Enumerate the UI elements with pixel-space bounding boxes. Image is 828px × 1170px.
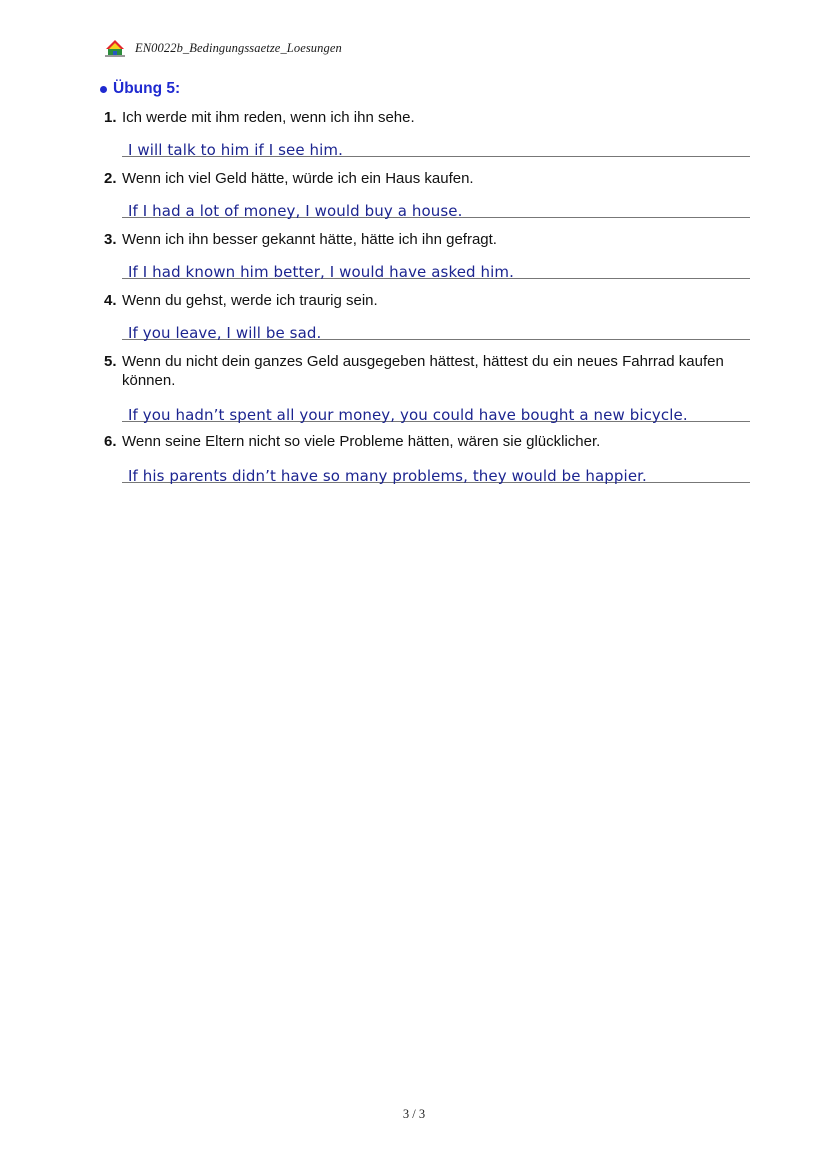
item-answer: If you leave, I will be sad. [128, 324, 322, 342]
exercise-item-4 [104, 291, 750, 342]
answer-line [122, 195, 750, 218]
exercise-item-2 [104, 169, 750, 220]
answer-line [122, 256, 750, 279]
exercise-item-1 [104, 108, 750, 159]
item-answer: If you hadn’t spent all your money, you could have bought a new bicycle. [128, 406, 688, 424]
exercise-heading [100, 80, 180, 98]
item-prompt [104, 291, 750, 310]
item-prompt [104, 108, 750, 127]
item-prompt-text: Wenn du nicht dein ganzes Geld ausgegeben hättest, hättest du ein neues Fahrrad kaufen können. [122, 353, 724, 389]
item-prompt [104, 352, 750, 390]
answer-line [122, 134, 750, 157]
item-answer: If I had a lot of money, I would buy a house. [128, 202, 463, 220]
page-number: 3 / 3 [402, 1107, 426, 1121]
item-number: 3. [104, 231, 117, 248]
item-prompt-text: Ich werde mit ihm reden, wenn ich ihn sehe. [122, 109, 415, 126]
item-prompt-text: Wenn du gehst, werde ich traurig sein. [122, 292, 378, 309]
item-answer: If I had known him better, I would have asked him. [128, 263, 514, 281]
bullet-icon [100, 86, 107, 93]
document-filename: EN0022b_Bedingungssaetze_Loesungen [135, 40, 342, 55]
item-prompt-text: Wenn seine Eltern nicht so viele Probleme hätten, wären sie glücklicher. [122, 433, 601, 450]
document-header [104, 37, 342, 59]
exercise-item-6 [104, 432, 750, 485]
item-prompt [104, 169, 750, 188]
item-number: 4. [104, 292, 117, 309]
answer-line [122, 460, 750, 483]
item-prompt-text: Wenn ich ihn besser gekannt hätte, hätte ich ihn gefragt. [122, 231, 497, 248]
exercise-item-5 [104, 352, 750, 424]
item-answer: If his parents didn’t have so many problems, they would be happier. [128, 467, 647, 485]
house-logo-icon [104, 39, 126, 57]
answer-line [122, 317, 750, 340]
item-number: 6. [104, 433, 117, 450]
item-number: 5. [104, 353, 117, 370]
item-prompt [104, 432, 750, 451]
exercise-item-3 [104, 230, 750, 281]
answer-line [122, 399, 750, 422]
item-number: 2. [104, 170, 117, 187]
item-prompt [104, 230, 750, 249]
item-prompt-text: Wenn ich viel Geld hätte, würde ich ein Haus kaufen. [122, 170, 474, 187]
item-number: 1. [104, 109, 117, 126]
item-answer: I will talk to him if I see him. [128, 141, 344, 159]
exercise-title: Übung 5: [113, 80, 181, 97]
